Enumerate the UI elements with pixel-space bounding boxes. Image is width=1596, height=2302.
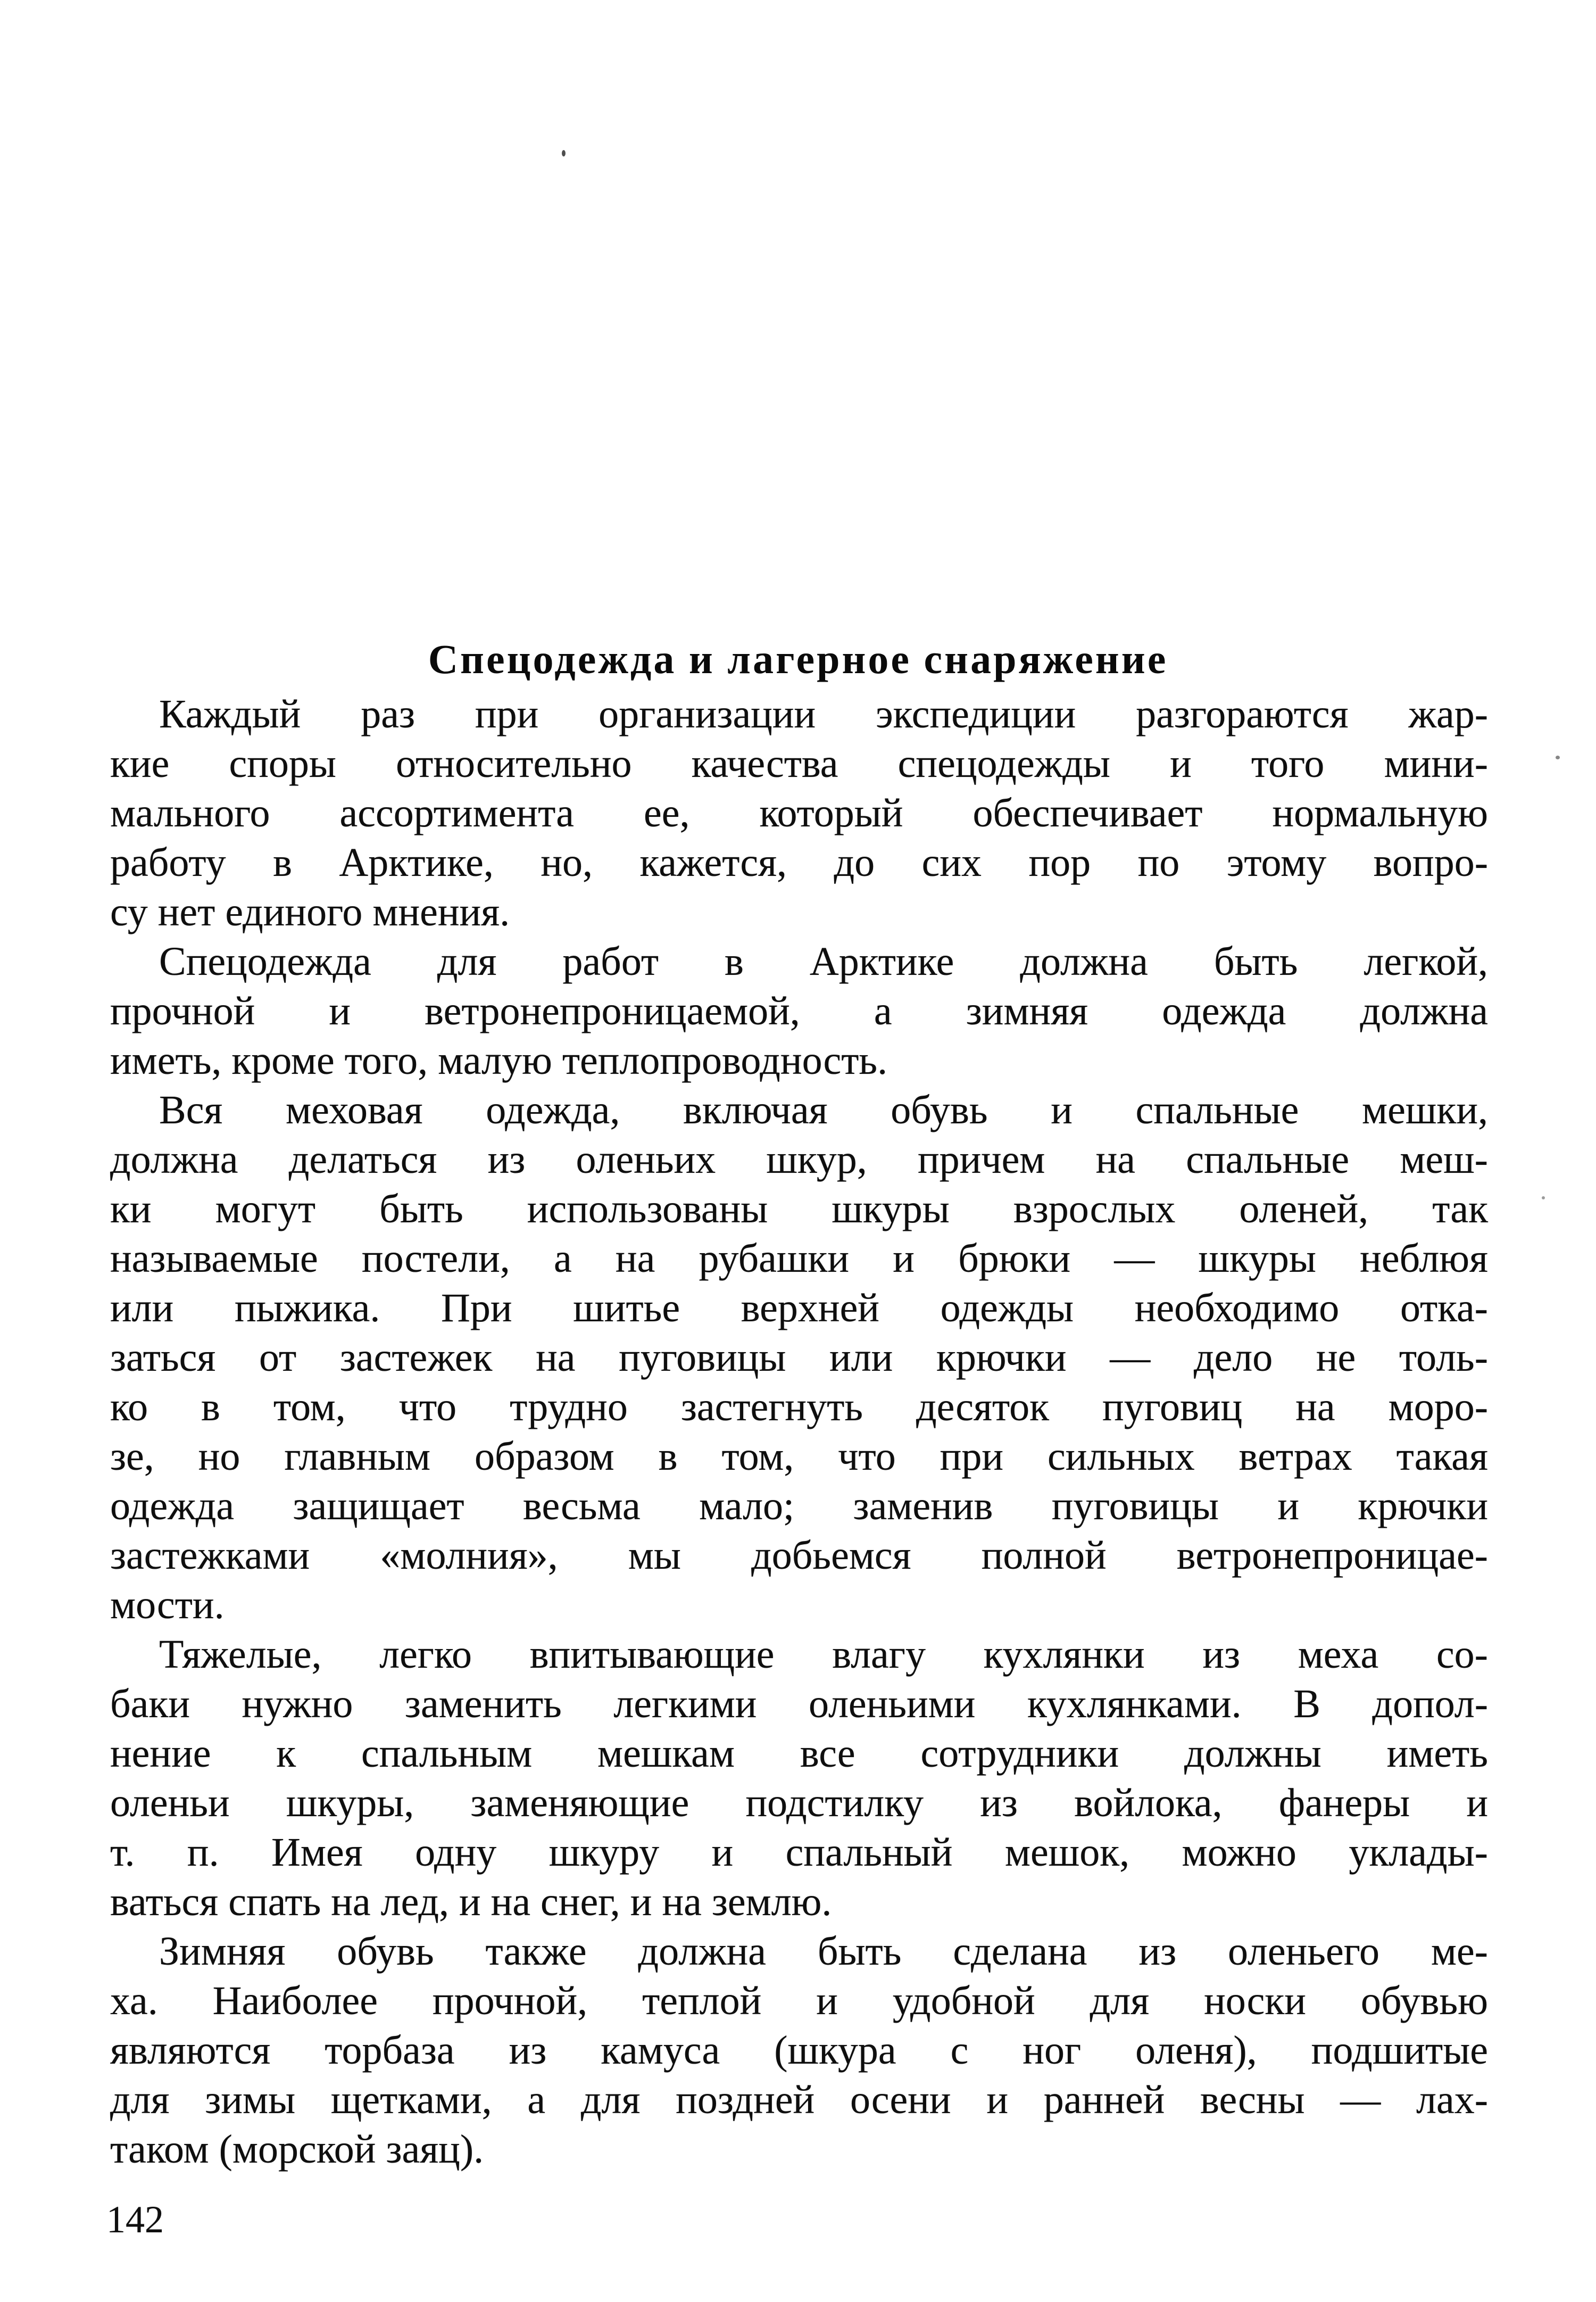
paragraph [110,937,1488,1086]
text-line: работу в Арктике, но, кажется, до сих пор по этому вопро- [110,840,1488,885]
paragraph [110,1927,1488,2174]
text-line: прочной и ветронепроницаемой, а зимняя одежда должна [110,989,1488,1033]
text-line: должна делаться из оленьих шкур, причем на спальные меш- [110,1137,1488,1182]
text-line: Спецодежда для работ в Арктике должна быть легкой, [159,939,1488,984]
text-line: ко в том, что трудно застегнуть десяток пуговиц на моро- [110,1385,1488,1429]
text-line: иметь, кроме того, малую теплопроводность. [110,1038,888,1083]
text-line: Зимняя обувь также должна быть сделана из оленьего ме- [159,1929,1488,1974]
text-line: одежда защищает весьма мало; заменив пуговицы и крючки [110,1484,1488,1528]
text-line: мального ассортимента ее, который обеспечивает нормальную [110,791,1488,835]
text-line: Каждый раз при организации экспедиции разгораются жар- [159,692,1488,736]
text-line: Вся меховая одежда, включая обувь и спальные мешки, [159,1088,1488,1132]
ink-speck [1556,756,1560,759]
text-line: баки нужно заменить легкими оленьими кухлянками. В допол- [110,1682,1488,1726]
ink-speck [1542,1196,1545,1199]
text-line: застежками «молния», мы добьемся полной ветронепроницае- [110,1533,1488,1578]
text-line: зе, но главным образом в том, что при сильных ветрах такая [110,1434,1488,1479]
text-line: являются торбаза из камуса (шкура с ног оленя), подшитые [110,2028,1488,2073]
text-line: Тяжелые, легко впитывающие влагу кухлянки из меха со- [159,1632,1488,1677]
text-line: ха. Наиболее прочной, теплой и удобной для носки обувью [110,1978,1488,2023]
paragraph [110,1630,1488,1927]
text-line: ки могут быть использованы шкуры взрослых оленей, так [110,1187,1488,1231]
text-block [110,690,1488,2174]
text-line: таком (морской заяц). [110,2127,484,2172]
text-line: нение к спальным мешкам все сотрудники должны иметь [110,1731,1488,1776]
text-line: или пыжика. При шитье верхней одежды необходимо отка- [110,1286,1488,1330]
paragraph [110,690,1488,937]
paragraph [110,1086,1488,1630]
text-line: для зимы щетками, а для поздней осени и ранней весны — лах- [110,2077,1488,2122]
ink-speck [562,150,566,156]
text-line: кие споры относительно качества спецодежды и того мини- [110,741,1488,786]
page-number: 142 [106,2198,164,2241]
text-line: ваться спать на лед, и на снег, и на землю. [110,1879,832,1924]
text-line: заться от застежек на пуговицы или крючки — дело не толь- [110,1335,1488,1380]
text-line: называемые постели, а на рубашки и брюки — шкуры неблюя [110,1236,1488,1281]
text-line: су нет единого мнения. [110,890,510,934]
text-line: т. п. Имея одну шкуру и спальный мешок, можно уклады- [110,1830,1488,1875]
text-line: мости. [110,1583,225,1627]
page-title: Спецодежда и лагерное снаряжение [428,636,1168,683]
text-line: оленьи шкуры, заменяющие подстилку из войлока, фанеры и [110,1781,1488,1825]
